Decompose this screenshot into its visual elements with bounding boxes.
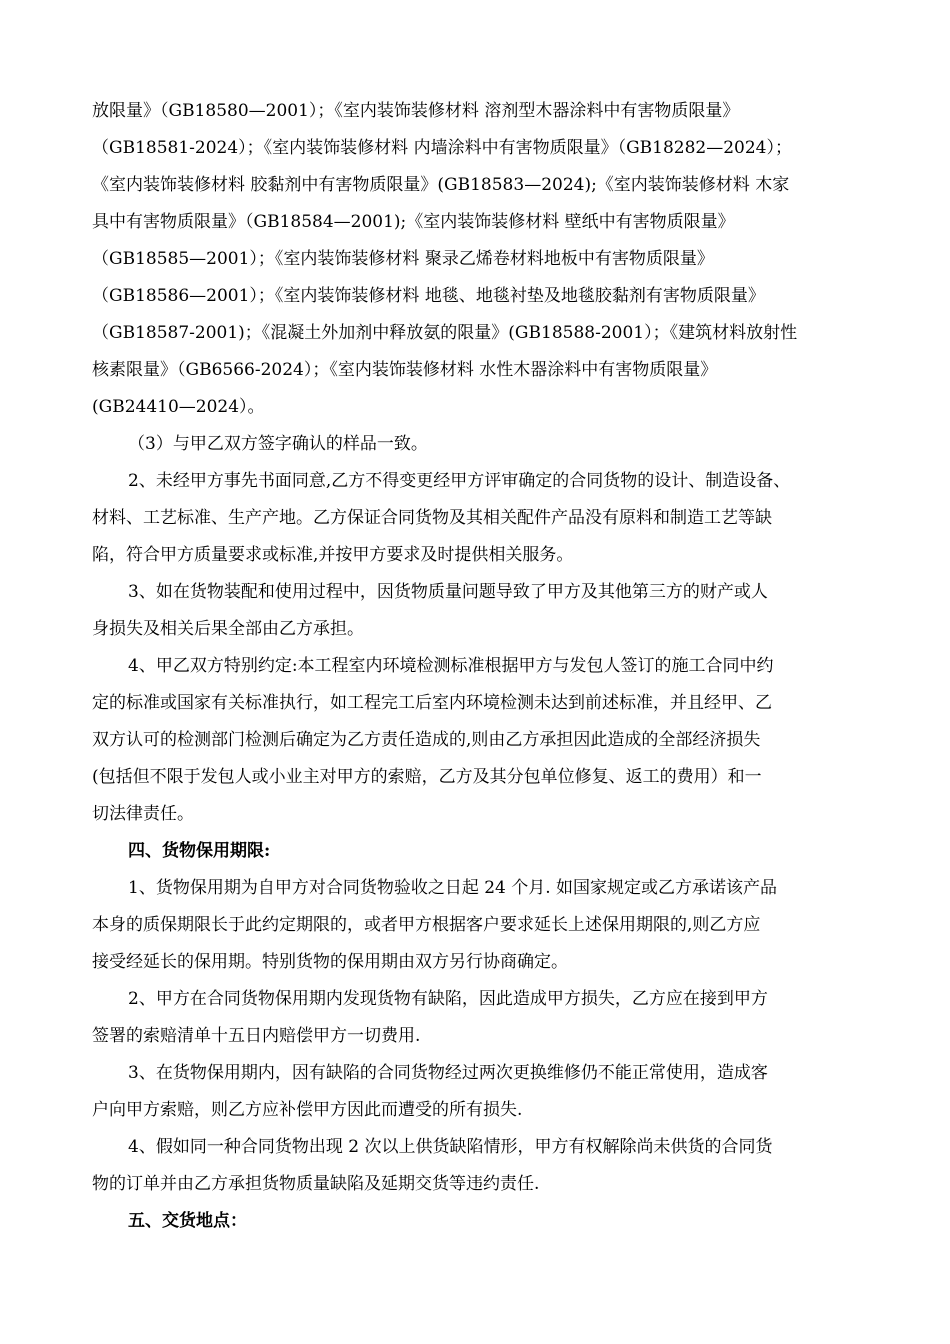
section-heading: 四、货物保用期限:	[128, 841, 271, 861]
text-line: 切法律责任。	[92, 804, 194, 824]
text-line: 2、未经甲方事先书面同意,乙方不得变更经甲方评审确定的合同货物的设计、制造设备、	[128, 471, 791, 491]
text-line: 核素限量》（GB6566-2024）；《室内装饰装修材料 水性木器涂料中有害物质限量》	[92, 360, 718, 380]
text-line: 3、在货物保用期内，因有缺陷的合同货物经过两次更换维修仍不能正常使用，造成客	[128, 1063, 768, 1083]
text-line: 《室内装饰装修材料 胶黏剂中有害物质限量》(GB18583—2024);《室内装饰装修材料 木家	[92, 175, 790, 195]
text-line: 4、假如同一种合同货物出现 2 次以上供货缺陷情形，甲方有权解除尚未供货的合同货	[128, 1137, 773, 1157]
text-line: 签署的索赔清单十五日内赔偿甲方一切费用.	[92, 1026, 421, 1046]
text-line: 4、甲乙双方特别约定:本工程室内环境检测标准根据甲方与发包人签订的施工合同中约	[128, 656, 774, 676]
document-body	[92, 93, 867, 1240]
text-line: (包括但不限于发包人或小业主对甲方的索赔，乙方及其分包单位修复、返工的费用）和一	[92, 767, 762, 787]
text-line: (GB24410—2024）。	[92, 397, 265, 417]
text-line: （GB18585—2001）；《室内装饰装修材料 聚录乙烯卷材料地板中有害物质限量》	[92, 249, 714, 269]
text-line: （GB18587-2001)；《混凝土外加剂中释放氨的限量》(GB18588-2001）；《建筑材料放射性	[92, 323, 798, 343]
text-line: 陷，符合甲方质量要求或标准,并按甲方要求及时提供相关服务。	[92, 545, 574, 565]
section-heading: 五、交货地点：	[128, 1211, 247, 1231]
text-line: 户向甲方索赔，则乙方应补偿甲方因此而遭受的所有损失.	[92, 1100, 523, 1120]
text-line: 3、如在货物装配和使用过程中，因货物质量问题导致了甲方及其他第三方的财产或人	[128, 582, 768, 602]
text-line: 具中有害物质限量》（GB18584—2001);《室内装饰装修材料 壁纸中有害物质限量》	[92, 212, 735, 232]
text-line: 1、货物保用期为自甲方对合同货物验收之日起 24 个月. 如国家规定或乙方承诺该产品	[128, 878, 778, 898]
text-line: 材料、工艺标准、生产产地。乙方保证合同货物及其相关配件产品没有原料和制造工艺等缺	[92, 508, 772, 528]
text-line: 接受经延长的保用期。特别货物的保用期由双方另行协商确定。	[92, 952, 568, 972]
text-line: 身损失及相关后果全部由乙方承担。	[92, 619, 364, 639]
text-line: 本身的质保期限长于此约定期限的，或者甲方根据客户要求延长上述保用期限的,则乙方应	[92, 915, 761, 935]
text-line: 放限量》（GB18580—2001）；《室内装饰装修材料 溶剂型木器涂料中有害物质限量》	[92, 101, 740, 121]
text-line: （GB18586—2001）；《室内装饰装修材料 地毯、地毯衬垫及地毯胶黏剂有害物质限量》	[92, 286, 765, 306]
text-line: （GB18581-2024）；《室内装饰装修材料 内墙涂料中有害物质限量》（GB18282—2024）；	[92, 138, 792, 158]
text-line: 双方认可的检测部门检测后确定为乙方责任造成的,则由乙方承担因此造成的全部经济损失	[92, 730, 761, 750]
text-line: （3）与甲乙双方签字确认的样品一致。	[128, 434, 428, 454]
text-line: 物的订单并由乙方承担货物质量缺陷及延期交货等违约责任.	[92, 1174, 540, 1194]
text-line: 定的标准或国家有关标准执行，如工程完工后室内环境检测未达到前述标准，并且经甲、乙	[92, 693, 772, 713]
text-line: 2、甲方在合同货物保用期内发现货物有缺陷，因此造成甲方损失，乙方应在接到甲方	[128, 989, 768, 1009]
